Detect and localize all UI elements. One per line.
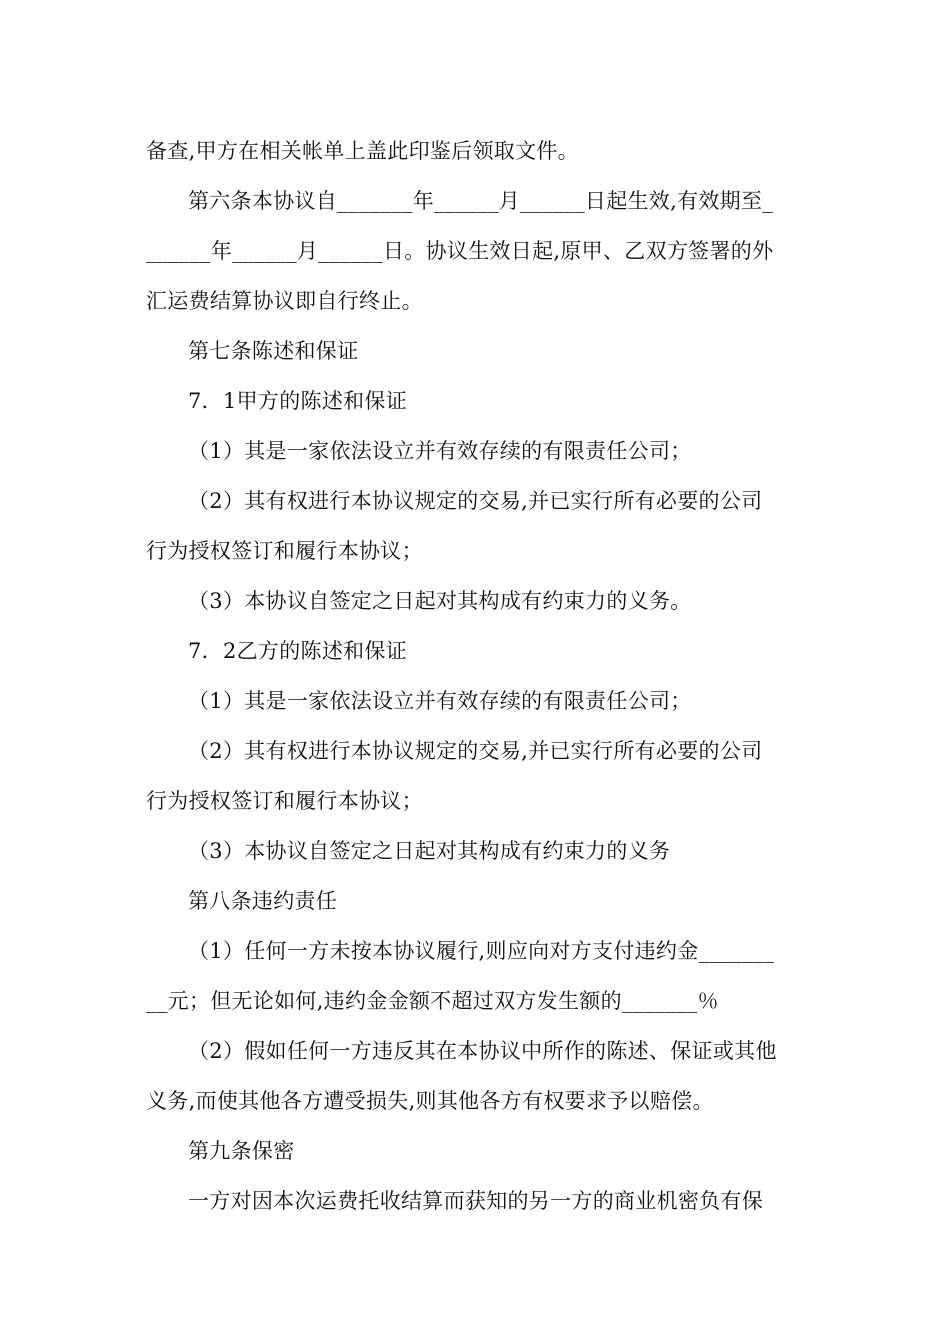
- subsection-heading: 7．1甲方的陈述和保证: [188, 389, 408, 413]
- text-line: （1）其是一家依法设立并有效存续的有限责任公司；: [188, 439, 692, 463]
- text-line: （3）本协议自签定之日起对其构成有约束力的义务。: [188, 589, 692, 613]
- text-line: 汇运费结算协议即自行终止。: [146, 289, 423, 313]
- section-heading: 第七条陈述和保证: [188, 339, 359, 363]
- text-line: （1）其是一家依法设立并有效存续的有限责任公司；: [188, 689, 692, 713]
- text-line: 第六条本协议自_______年______月______日起生效,有效期至_: [188, 189, 774, 213]
- section-heading: 第九条保密: [188, 1139, 295, 1163]
- text-line: 一方对因本次运费托收结算而获知的另一方的商业机密负有保: [188, 1189, 764, 1213]
- text-line: 义务,而使其他各方遭受损失,则其他各方有权要求予以赔偿。: [146, 1089, 714, 1113]
- text-line: 行为授权签订和履行本协议；: [146, 789, 423, 813]
- text-line: ______年______月______日。协议生效日起,原甲、乙双方签署的外: [146, 239, 774, 263]
- text-line: （1）任何一方未按本协议履行,则应向对方支付违约金_______: [188, 939, 775, 963]
- text-line: （2）其有权进行本协议规定的交易,并已实行所有必要的公司: [188, 489, 763, 513]
- text-line: 备查,甲方在相关帐单上盖此印鉴后领取文件。: [146, 139, 579, 163]
- text-line: 行为授权签订和履行本协议；: [146, 539, 423, 563]
- section-heading: 第八条违约责任: [188, 889, 338, 913]
- text-line: __元；但无论如何,违约金金额不超过双方发生额的_______％: [146, 989, 719, 1013]
- text-line: （3）本协议自签定之日起对其构成有约束力的义务: [188, 839, 671, 863]
- subsection-heading: 7．2乙方的陈述和保证: [188, 639, 408, 663]
- text-line: （2）假如任何一方违反其在本协议中所作的陈述、保证或其他: [188, 1039, 777, 1063]
- text-line: （2）其有权进行本协议规定的交易,并已实行所有必要的公司: [188, 739, 763, 763]
